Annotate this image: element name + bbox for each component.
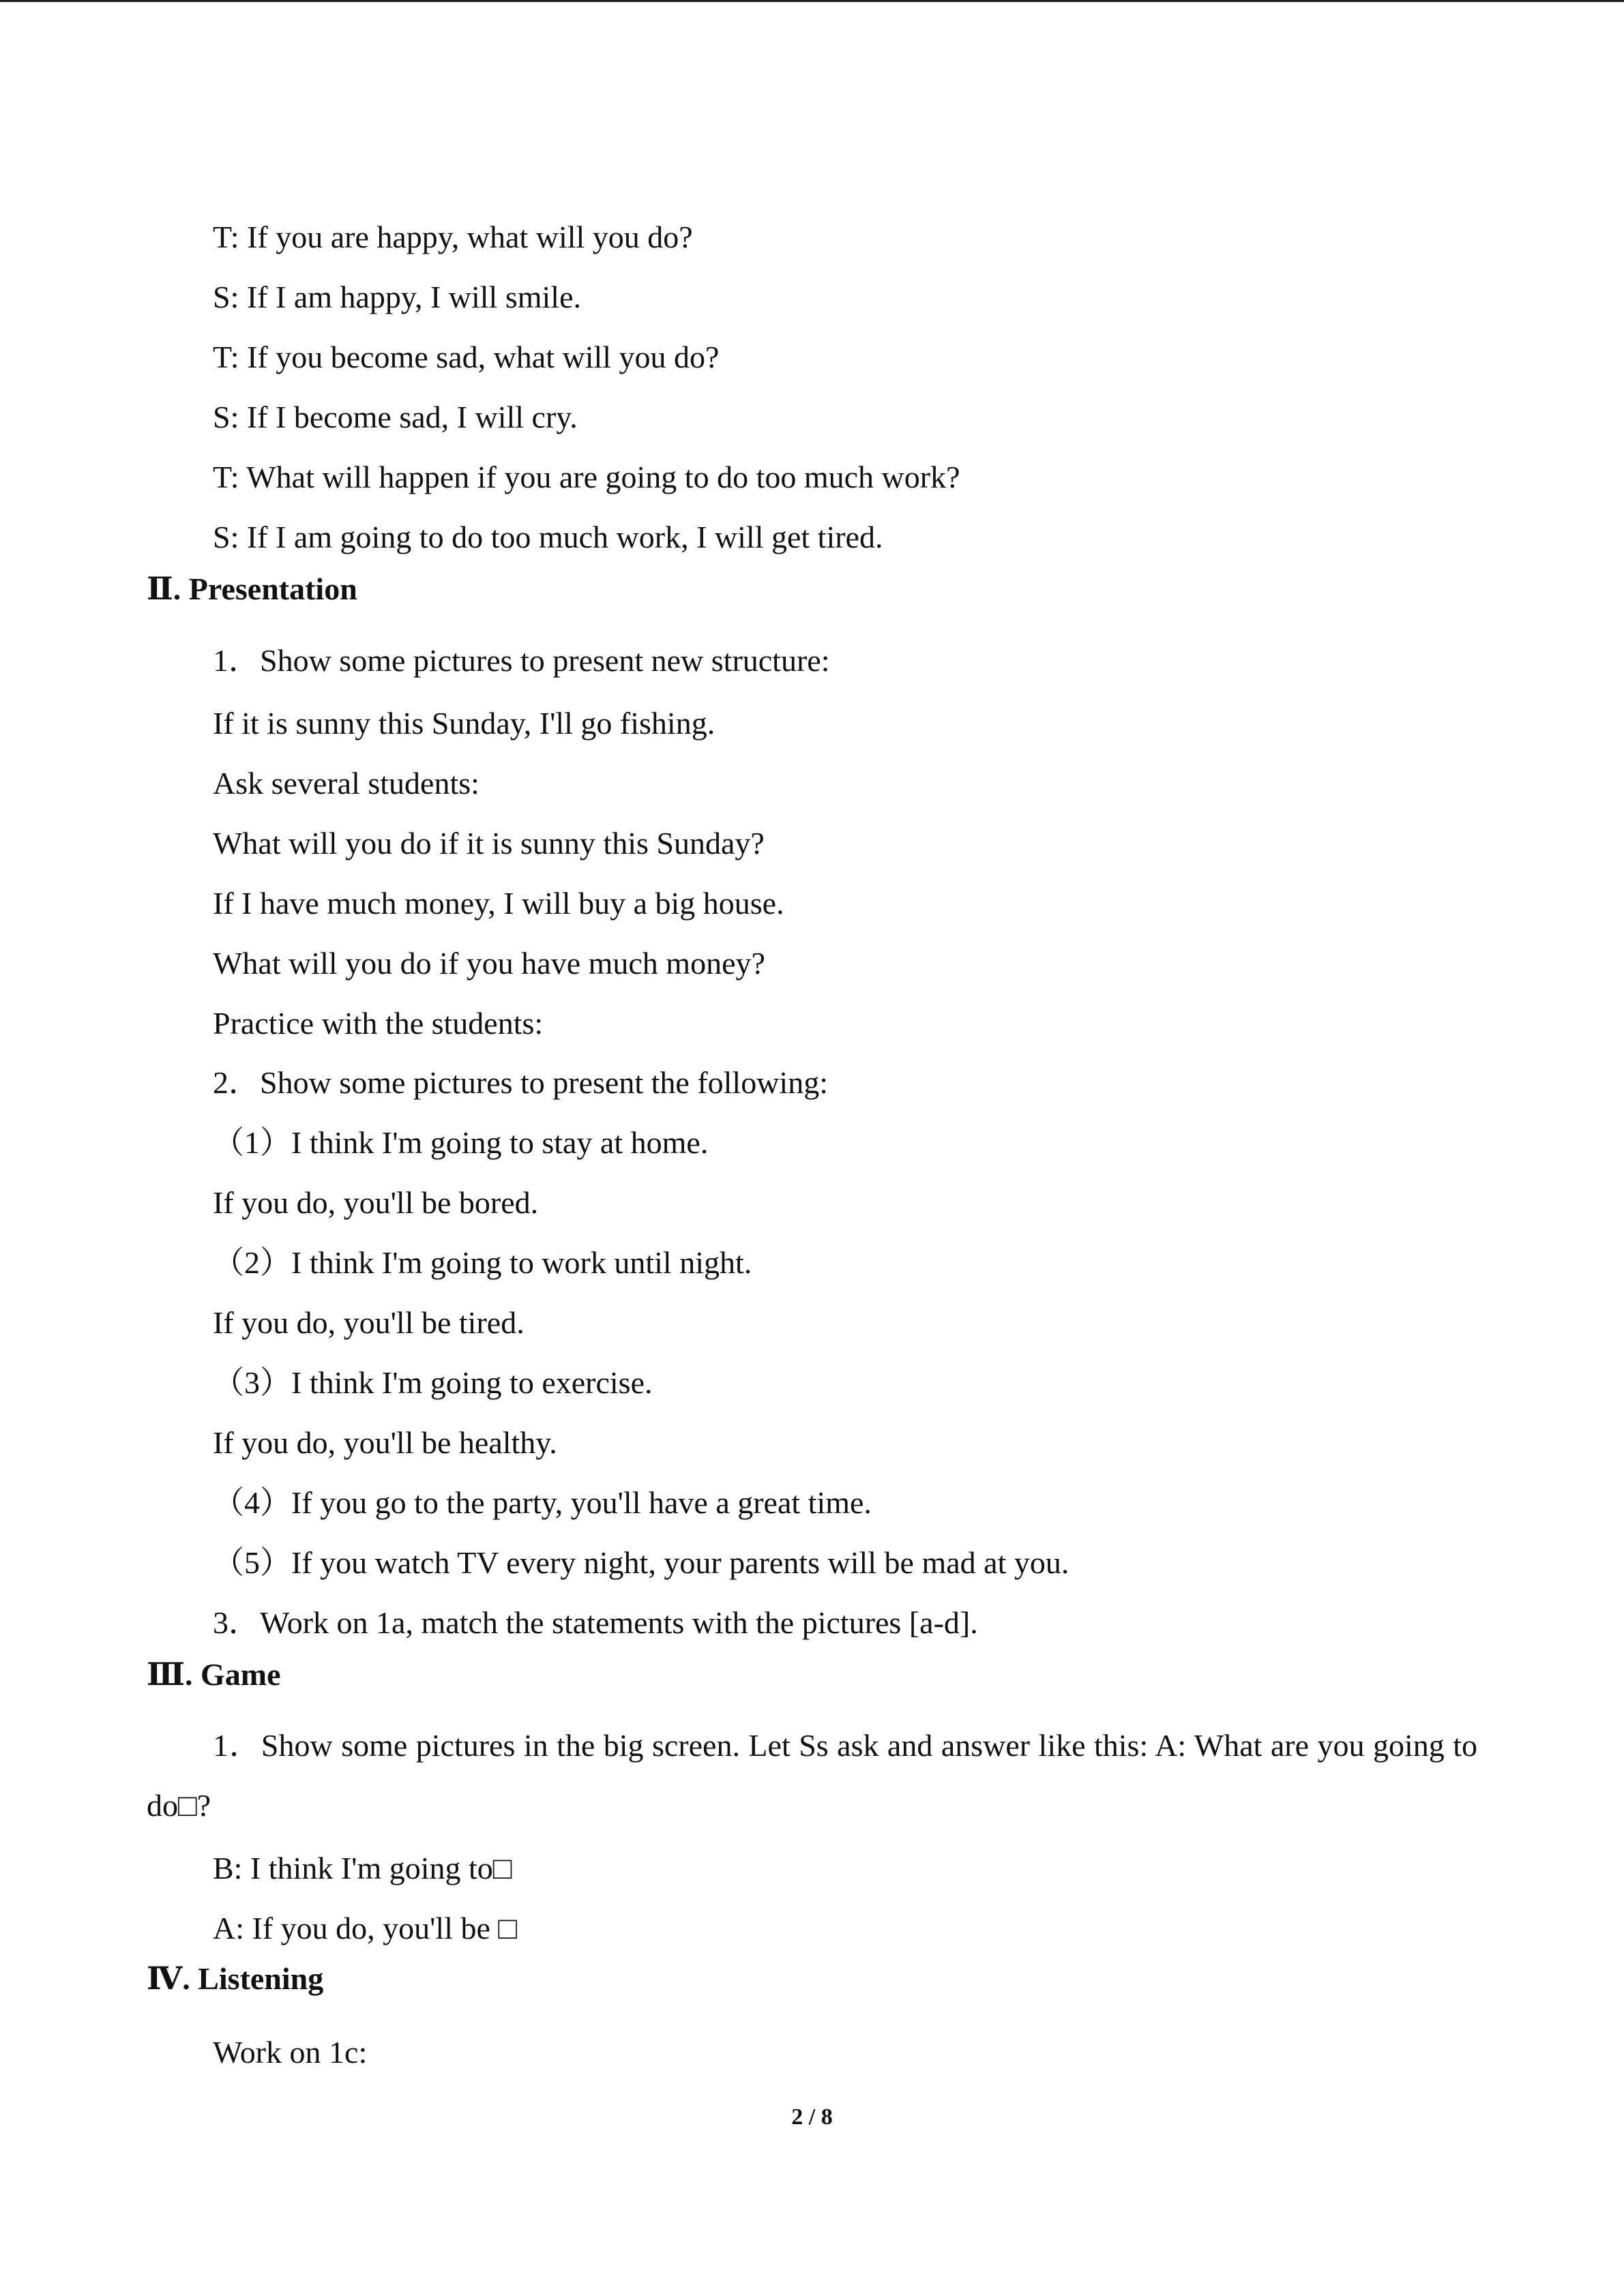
dialogue-line: T: If you are happy, what will you do?	[213, 220, 693, 254]
dialogue-line: S: If I am happy, I will smile.	[213, 280, 581, 314]
listening-line: Work on 1c:	[213, 2035, 368, 2070]
presentation-line: （1）I think I'm going to stay at home.	[213, 1125, 709, 1160]
game-line: B: I think I'm going to□	[213, 1851, 512, 1885]
section-heading-listening: Ⅳ. Listening	[147, 1961, 324, 1996]
section-heading-game: Ⅲ. Game	[147, 1657, 281, 1692]
game-line: A: If you do, you'll be □	[213, 1911, 518, 1945]
presentation-line: 1．Show some pictures to present new structure:	[213, 643, 830, 678]
presentation-line: 2．Show some pictures to present the following:	[213, 1065, 828, 1100]
presentation-line: If you do, you'll be tired.	[213, 1305, 525, 1340]
presentation-line: What will you do if it is sunny this Sunday?	[213, 826, 765, 861]
dialogue-line: S: If I am going to do too much work, I will get tired.	[213, 520, 883, 554]
presentation-line: 3．Work on 1a, match the statements with the pictures [a-d].	[213, 1605, 978, 1640]
presentation-line: What will you do if you have much money?	[213, 946, 765, 981]
presentation-line: If I have much money, I will buy a big house.	[213, 886, 784, 921]
presentation-line: （4）If you go to the party, you'll have a great time.	[213, 1485, 872, 1520]
presentation-line: If it is sunny this Sunday, I'll go fishing.	[213, 706, 715, 741]
presentation-line: （2）I think I'm going to work until night.	[213, 1245, 752, 1280]
presentation-line: （5）If you watch TV every night, your parents will be mad at you.	[213, 1545, 1069, 1580]
presentation-line: （3）I think I'm going to exercise.	[213, 1365, 653, 1400]
game-paragraph: 1．Show some pictures in the big screen. Let Ss ask and answer like this: A: What are you going to do□?	[147, 1728, 1477, 1823]
presentation-line: If you do, you'll be healthy.	[213, 1425, 557, 1460]
presentation-line: Practice with the students:	[213, 1006, 544, 1041]
page-number: 2 / 8	[791, 2104, 833, 2130]
page-top-border	[0, 0, 1624, 2]
dialogue-line: S: If I become sad, I will cry.	[213, 400, 578, 434]
section-heading-presentation: Ⅱ. Presentation	[147, 571, 357, 606]
dialogue-line: T: If you become sad, what will you do?	[213, 340, 720, 374]
dialogue-line: T: What will happen if you are going to do too much work?	[213, 460, 960, 494]
presentation-line: Ask several students:	[213, 766, 479, 801]
presentation-line: If you do, you'll be bored.	[213, 1185, 539, 1220]
